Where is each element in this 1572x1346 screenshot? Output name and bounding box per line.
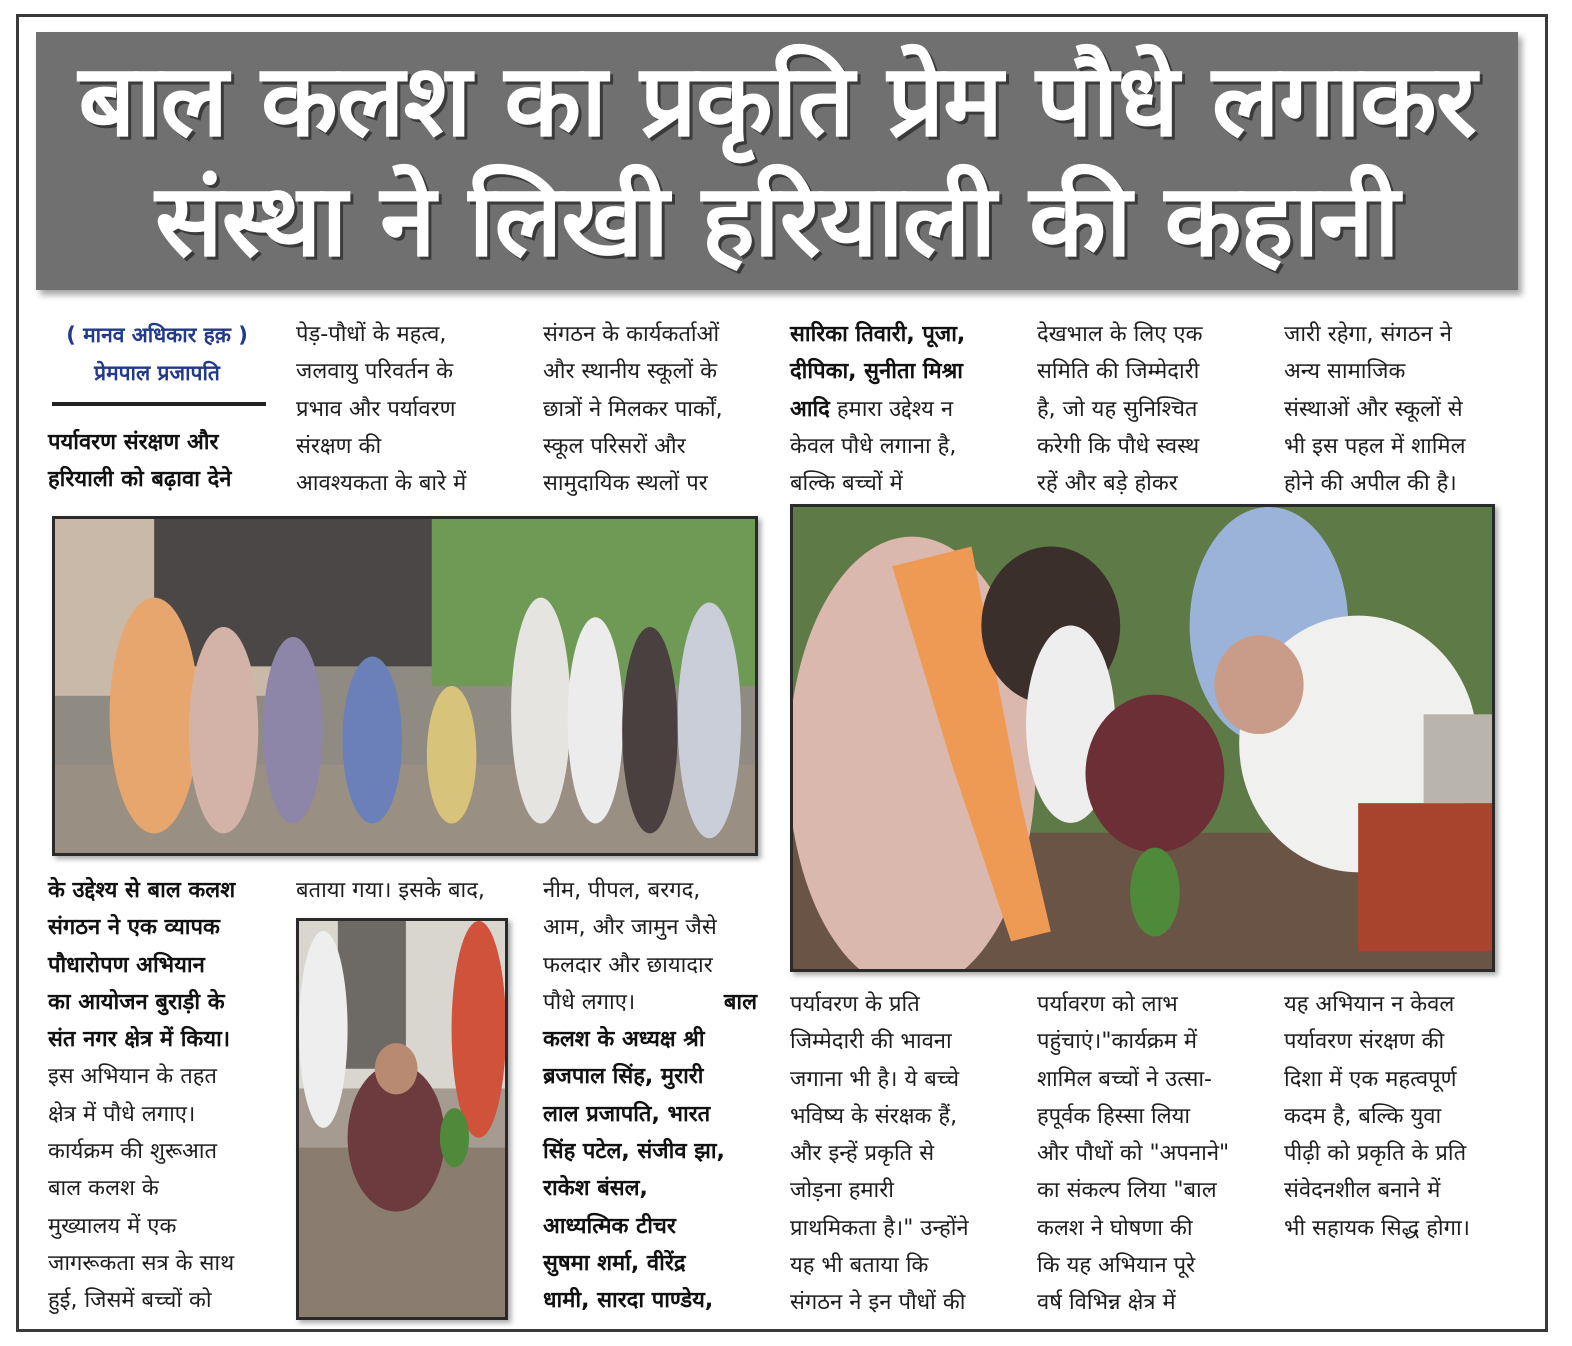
- text-line: लाल प्रजापति, भारत: [543, 1101, 711, 1127]
- text-line: का आयोजन बुराड़ी के: [48, 989, 225, 1015]
- text-line: आध्यत्मिक टीचर: [543, 1213, 676, 1239]
- text-line: सुषमा शर्मा, वीरेंद्र: [543, 1250, 686, 1276]
- byline-divider: [52, 402, 266, 406]
- text-line: शामिल बच्चों ने उत्सा-: [1037, 1066, 1212, 1092]
- text-line: पर्यावरण संरक्षण और: [48, 430, 219, 455]
- text-line: देखभाल के लिए एक: [1037, 322, 1203, 347]
- text-line: [790, 391, 1004, 428]
- text-line: पौधारोपण अभियान: [48, 952, 205, 978]
- text-line: जिम्मेदारी की भावना: [790, 1029, 952, 1055]
- text-line: बताया गया। इसके बाद,: [296, 878, 485, 903]
- text-span: पौधे लगाए।: [543, 989, 636, 1015]
- text-line: कलश ने घोषणा की: [1037, 1215, 1193, 1241]
- text-line: पर्यावरण के प्रति: [790, 992, 920, 1017]
- text-line: सिंह पटेल, संजीव झा,: [543, 1139, 725, 1165]
- text-line: संवेदनशील बनाने में: [1284, 1178, 1441, 1204]
- text-line: जारी रहेगा, संगठन ने: [1284, 322, 1452, 347]
- text-line: पहुंचाएं।"कार्यक्रम में: [1037, 1029, 1198, 1055]
- text-line: सारिका तिवारी, पूजा,: [790, 322, 966, 347]
- col6-top: [1284, 316, 1498, 502]
- col3-bottom: [543, 872, 757, 1320]
- text-line: हरियाली को बढ़ावा देने: [48, 467, 232, 493]
- text-line: फलदार और छायादार: [543, 952, 713, 978]
- text-line: कदम है, बल्कि युवा: [1284, 1103, 1442, 1129]
- text-line: यह भी बताया कि: [790, 1253, 929, 1279]
- text-line: स्कूल परिसरों और: [543, 433, 686, 459]
- text-line: दीपिका, सुनीता मिश्रा: [790, 359, 963, 385]
- text-line: रहें और बड़े होकर: [1037, 471, 1178, 497]
- col3-top: [543, 316, 757, 502]
- text-line: भी इस पहल में शामिल: [1284, 433, 1466, 459]
- text-line: केवल पौधे लगाना है,: [790, 433, 957, 459]
- text-line: कलश के अध्यक्ष श्री: [543, 1027, 705, 1053]
- text-line: जगाना भी है। ये बच्चे: [790, 1066, 960, 1092]
- text-line: के उद्देश्य से बाल कलश: [48, 878, 236, 903]
- text-line: अन्य सामाजिक: [1284, 359, 1406, 385]
- text-line: वर्ष विभिन्न क्षेत्र में: [1037, 1290, 1176, 1316]
- text-line: कि यह अभियान पूरे: [1037, 1253, 1196, 1279]
- text-line: प्रभाव और पर्यावरण: [296, 396, 456, 422]
- col1-bottom: [48, 872, 264, 1320]
- group-photo: [52, 516, 758, 856]
- text-line: जोड़ना हमारी: [790, 1178, 894, 1204]
- text-line: आम, और जामुन जैसे: [543, 915, 717, 941]
- col6-bottom: [1284, 986, 1498, 1247]
- text-line: संरक्षण की: [296, 433, 382, 459]
- byline: [48, 316, 266, 392]
- text-span: बाल: [723, 989, 757, 1015]
- col5-top: [1037, 316, 1251, 502]
- text-line: कार्यक्रम की शुरूआत: [48, 1139, 218, 1165]
- text-span: हमारा उद्देश्य न: [836, 396, 954, 422]
- text-line: संगठन के कार्यकर्ताओं: [543, 322, 720, 347]
- text-line: आवश्यकता के बारे में: [296, 471, 467, 497]
- small-planting-photo: [296, 918, 508, 1320]
- text-line: करेगी कि पौधे स्वस्थ: [1037, 433, 1200, 459]
- text-line: पर्यावरण संरक्षण की: [1284, 1029, 1445, 1055]
- text-line: जलवायु परिवर्तन के: [296, 359, 453, 385]
- text-line: और इन्हें प्रकृति से: [790, 1141, 935, 1167]
- text-line: और पौधों को "अपनाने": [1037, 1141, 1230, 1167]
- col4-bottom: [790, 986, 1004, 1322]
- text-line: भविष्य के संरक्षक हैं,: [790, 1103, 958, 1129]
- col2-bottom: [296, 872, 510, 909]
- text-line: पर्यावरण को लाभ: [1037, 992, 1178, 1017]
- text-line: बल्कि बच्चों में: [790, 471, 903, 497]
- text-line: का संकल्प लिया "बाल: [1037, 1178, 1217, 1204]
- col1-top: [48, 424, 264, 499]
- text-line: क्षेत्र में पौधे लगाए।: [48, 1101, 196, 1127]
- text-line: इस अभियान के तहत: [48, 1064, 217, 1090]
- text-line: सामुदायिक स्थलों पर: [543, 471, 708, 497]
- col5-bottom: [1037, 986, 1251, 1322]
- text-line: राकेश बंसल,: [543, 1176, 648, 1202]
- text-line: होने की अपील की है।: [1284, 471, 1457, 497]
- text-line: संगठन ने इन पौधों की: [790, 1290, 966, 1316]
- byline-source: ( मानव अधिकार हक़ ): [66, 323, 248, 347]
- col2-top: [296, 316, 510, 502]
- text-line: छात्रों ने मिलकर पार्कों,: [543, 396, 723, 422]
- col4-top: [790, 316, 1004, 502]
- text-line: समिति की जिम्मेदारी: [1037, 359, 1200, 385]
- byline-author: प्रेमपाल प्रजापति: [94, 361, 220, 385]
- text-line: जागरूकता सत्र के साथ: [48, 1250, 235, 1276]
- text-line: हपूर्वक हिस्सा लिया: [1037, 1103, 1191, 1129]
- text-line: हुई, जिसमें बच्चों को: [48, 1288, 212, 1314]
- headline-banner: [36, 32, 1518, 290]
- text-line: है, जो यह सुनिश्चित: [1037, 396, 1198, 422]
- text-line: संत नगर क्षेत्र में किया।: [48, 1027, 231, 1053]
- text-line: [543, 984, 757, 1021]
- text-line: नीम, पीपल, बरगद,: [543, 878, 701, 903]
- text-line: भी सहायक सिद्ध होगा।: [1284, 1215, 1471, 1241]
- headline-line-1: बाल कलश का प्रकृति प्रेम पौधे लगाकर: [78, 42, 1476, 159]
- planting-photo: [790, 504, 1495, 972]
- text-line: बाल कलश के: [48, 1176, 159, 1202]
- text-line: संगठन ने एक व्यापक: [48, 915, 220, 941]
- text-line: धामी, सारदा पाण्डेय,: [543, 1288, 714, 1314]
- text-line: पेड़-पौधों के महत्व,: [296, 322, 447, 347]
- text-line: पीढ़ी को प्रकृति के प्रति: [1284, 1141, 1467, 1167]
- text-line: यह अभियान न केवल: [1284, 992, 1455, 1017]
- text-span: आदि: [790, 396, 830, 422]
- headline-line-2: संस्था ने लिखी हरियाली की कहानी: [155, 162, 1399, 279]
- text-line: संस्थाओं और स्कूलों से: [1284, 396, 1463, 422]
- text-line: ब्रजपाल सिंह, मुरारी: [543, 1064, 704, 1090]
- text-line: प्राथमिकता है।" उन्होंने: [790, 1215, 969, 1241]
- text-line: दिशा में एक महत्वपूर्ण: [1284, 1066, 1457, 1092]
- text-line: और स्थानीय स्कूलों के: [543, 359, 717, 385]
- text-line: मुख्यालय में एक: [48, 1213, 177, 1239]
